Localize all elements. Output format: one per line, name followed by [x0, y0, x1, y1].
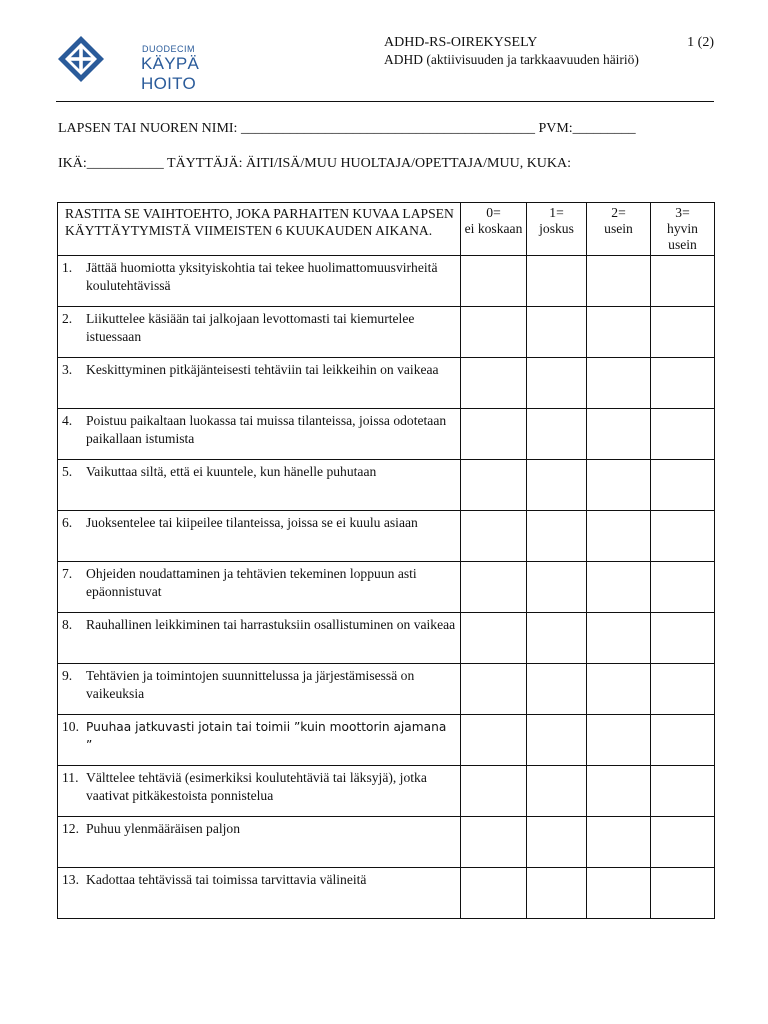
answer-cell-1[interactable]	[527, 511, 587, 562]
question-number: 7.	[62, 566, 73, 581]
question-number: 4.	[62, 413, 73, 428]
answer-cell-2[interactable]	[587, 256, 651, 307]
question-number: 6.	[62, 515, 73, 530]
question-cell	[58, 358, 461, 409]
answer-cell-0[interactable]	[461, 868, 527, 919]
option-header-0	[461, 203, 527, 256]
answer-cell-2[interactable]	[587, 409, 651, 460]
answer-cell-1[interactable]	[527, 409, 587, 460]
answer-cell-3[interactable]	[651, 460, 715, 511]
option-score: 2=	[611, 205, 626, 220]
answer-cell-3[interactable]	[651, 613, 715, 664]
answer-cell-3[interactable]	[651, 817, 715, 868]
question-number: 11.	[62, 770, 79, 785]
table-row	[58, 562, 715, 613]
answer-cell-3[interactable]	[651, 511, 715, 562]
table-row	[58, 613, 715, 664]
answer-cell-3[interactable]	[651, 562, 715, 613]
answer-cell-0[interactable]	[461, 460, 527, 511]
question-number: 12.	[62, 821, 79, 836]
question-cell	[58, 307, 461, 358]
question-text: Rauhallinen leikkiminen tai harrastuksiin osallistuminen on vaikeaa	[86, 617, 456, 632]
answer-cell-1[interactable]	[527, 664, 587, 715]
question-text: Puuhaa jatkuvasti jotain tai toimii ”kuin moottorin ajamana ”	[86, 720, 447, 752]
table-row	[58, 664, 715, 715]
question-cell	[58, 715, 461, 766]
table-row	[58, 715, 715, 766]
logo-org-big: KÄYPÄ HOITO	[141, 54, 200, 93]
answer-cell-1[interactable]	[527, 817, 587, 868]
answer-cell-1[interactable]	[527, 256, 587, 307]
symptom-rating-table	[57, 202, 715, 919]
answer-cell-0[interactable]	[461, 511, 527, 562]
question-text: Juoksentelee tai kiipeilee tilanteissa, joissa se ei kuulu asiaan	[86, 515, 418, 530]
option-score: 1=	[549, 205, 564, 220]
question-cell	[58, 409, 461, 460]
question-text: Vaikuttaa siltä, että ei kuuntele, kun hänelle puhutaan	[86, 464, 377, 479]
answer-cell-3[interactable]	[651, 664, 715, 715]
answer-cell-1[interactable]	[527, 562, 587, 613]
answer-cell-0[interactable]	[461, 562, 527, 613]
answer-cell-3[interactable]	[651, 715, 715, 766]
age-filler-field[interactable]: IKÄ:___________ TÄYTTÄJÄ: ÄITI/ISÄ/MUU HUOLTAJA/OPETTAJA/MUU, KUKA:	[58, 156, 572, 171]
answer-cell-2[interactable]	[587, 817, 651, 868]
answer-cell-3[interactable]	[651, 766, 715, 817]
table-row	[58, 460, 715, 511]
option-label: hyvin usein	[667, 221, 698, 252]
answer-cell-0[interactable]	[461, 817, 527, 868]
question-text: Tehtävien ja toimintojen suunnittelussa ja järjestämisessä on vaikeuksia	[86, 668, 415, 701]
answer-cell-2[interactable]	[587, 307, 651, 358]
option-label: ei koskaan	[464, 221, 523, 236]
answer-cell-1[interactable]	[527, 460, 587, 511]
document-subtitle: ADHD (aktiivisuuden ja tarkkaavuuden häiriö)	[384, 52, 639, 67]
table-row	[58, 409, 715, 460]
answer-cell-3[interactable]	[651, 358, 715, 409]
question-cell	[58, 766, 461, 817]
document-title: ADHD-RS-OIREKYSELY	[384, 35, 538, 50]
question-number: 3.	[62, 362, 73, 377]
answer-cell-2[interactable]	[587, 664, 651, 715]
question-number: 5.	[62, 464, 73, 479]
instruction-header: RASTITA SE VAIHTOEHTO, JOKA PARHAITEN KUVAA LAPSEN KÄYTTÄYTYMISTÄ VIIMEISTEN 6 KUUKAUDEN AIKANA.	[58, 203, 461, 256]
answer-cell-2[interactable]	[587, 613, 651, 664]
answer-cell-1[interactable]	[527, 715, 587, 766]
option-score: 0=	[486, 205, 501, 220]
answer-cell-2[interactable]	[587, 715, 651, 766]
diamond-logo-icon	[56, 34, 106, 84]
question-cell	[58, 460, 461, 511]
header-divider	[56, 101, 714, 102]
question-text: Ohjeiden noudattaminen ja tehtävien tekeminen loppuun asti epäonnistuvat	[86, 566, 417, 599]
answer-cell-1[interactable]	[527, 868, 587, 919]
option-label: usein	[604, 221, 633, 236]
question-number: 1.	[62, 260, 73, 275]
answer-cell-2[interactable]	[587, 562, 651, 613]
question-text: Jättää huomiotta yksityiskohtia tai tekee huolimattomuusvirheitä koulutehtävissä	[86, 260, 438, 293]
question-text: Poistuu paikaltaan luokassa tai muissa tilanteissa, joissa odotetaan paikallaan istumista	[86, 413, 447, 446]
table-row	[58, 358, 715, 409]
table-row	[58, 766, 715, 817]
question-cell	[58, 613, 461, 664]
answer-cell-3[interactable]	[651, 868, 715, 919]
question-cell	[58, 511, 461, 562]
answer-cell-0[interactable]	[461, 664, 527, 715]
answer-cell-2[interactable]	[587, 358, 651, 409]
page-number: 1 (2)	[687, 35, 714, 50]
answer-cell-2[interactable]	[587, 766, 651, 817]
answer-cell-1[interactable]	[527, 766, 587, 817]
answer-cell-0[interactable]	[461, 358, 527, 409]
answer-cell-3[interactable]	[651, 307, 715, 358]
option-header-1	[527, 203, 587, 256]
answer-cell-2[interactable]	[587, 511, 651, 562]
question-cell	[58, 256, 461, 307]
question-number: 10.	[62, 719, 79, 734]
child-name-date-field[interactable]: LAPSEN TAI NUOREN NIMI: __________________________________________ PVM:_________	[58, 121, 636, 136]
answer-cell-0[interactable]	[461, 307, 527, 358]
question-text: Puhuu ylenmääräisen paljon	[86, 821, 241, 836]
answer-cell-1[interactable]	[527, 613, 587, 664]
option-header-2	[587, 203, 651, 256]
answer-cell-1[interactable]	[527, 358, 587, 409]
question-text: Keskittyminen pitkäjänteisesti tehtäviin tai leikkeihin on vaikeaa	[86, 362, 439, 377]
option-score: 3=	[675, 205, 690, 220]
answer-cell-3[interactable]	[651, 409, 715, 460]
question-number: 8.	[62, 617, 73, 632]
question-cell	[58, 664, 461, 715]
question-number: 13.	[62, 872, 79, 887]
table-row	[58, 307, 715, 358]
table-row	[58, 256, 715, 307]
answer-cell-0[interactable]	[461, 715, 527, 766]
question-text: Kadottaa tehtävissä tai toimissa tarvittavia välineitä	[86, 872, 367, 887]
answer-cell-0[interactable]	[461, 613, 527, 664]
answer-cell-0[interactable]	[461, 766, 527, 817]
question-text: Liikuttelee käsiään tai jalkojaan levottomasti tai kiemurtelee istuessaan	[86, 311, 415, 344]
table-row	[58, 868, 715, 919]
table-row	[58, 511, 715, 562]
answer-cell-0[interactable]	[461, 409, 527, 460]
question-cell	[58, 562, 461, 613]
answer-cell-0[interactable]	[461, 256, 527, 307]
document-header	[384, 34, 714, 68]
kaypa-hoito-logo	[56, 34, 236, 93]
question-text: Välttelee tehtäviä (esimerkiksi koulutehtäviä tai läksyjä), jotka vaativat pitkäkestoista ponnistelua	[86, 770, 427, 803]
option-header-3	[651, 203, 715, 256]
question-number: 9.	[62, 668, 73, 683]
answer-cell-2[interactable]	[587, 868, 651, 919]
logo-org-small: DUODECIM	[142, 44, 195, 54]
question-number: 2.	[62, 311, 73, 326]
answer-cell-2[interactable]	[587, 460, 651, 511]
question-cell	[58, 868, 461, 919]
question-cell	[58, 817, 461, 868]
answer-cell-3[interactable]	[651, 256, 715, 307]
option-label: joskus	[539, 221, 574, 236]
answer-cell-1[interactable]	[527, 307, 587, 358]
table-row	[58, 817, 715, 868]
